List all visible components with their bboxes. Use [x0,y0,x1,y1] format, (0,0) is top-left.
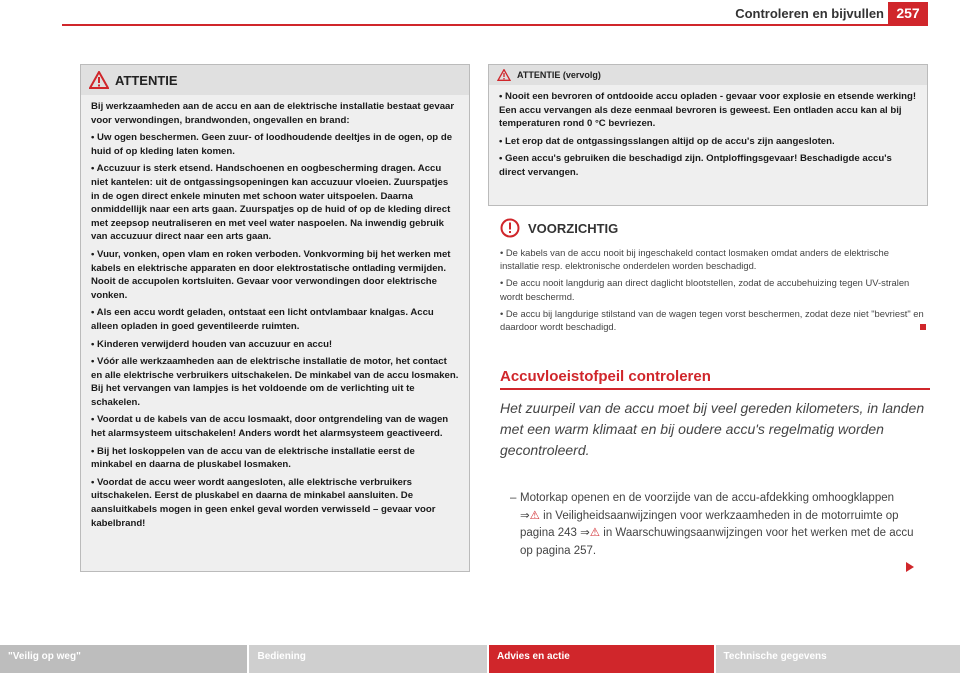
caution-block [500,218,930,337]
warning-paragraph: • Vóór alle werkzaamheden aan de elektrische installatie de motor, het contact en alle elektrische verbruikers uitschakelen. De minkabel van de accu losmaken. Bij het vervangen van lampjes is het voldoende om de verlichting uit te schakelen. [91,356,459,408]
section-divider [500,388,930,390]
warning-paragraph: • Voordat u de kabels van de accu losmaakt, door ontgrendeling van de wagen het alarmsysteem uitschakelen! Anders wordt het alarmsysteem geactiveerd. [91,414,449,440]
header-divider [62,24,928,26]
page-header [0,0,960,28]
continue-arrow-icon [906,562,914,572]
warning-paragraph: • Let erop dat de ontgassingsslangen altijd op de accu's zijn aangesloten. [499,135,835,147]
caution-paragraph [500,307,930,333]
caution-paragraph: • De kabels van de accu nooit bij ingeschakeld contact losmaken omdat anders de elektrische installatie resp. elektronische onderdelen worden beschadigd. [500,247,889,272]
chapter-title: Controleren en bijvullen [735,6,884,21]
warning-triangle-icon [89,71,109,89]
caution-title: VOORZICHTIG [528,220,619,236]
warning-paragraph: • Nooit een bevroren of ontdooide accu opladen - gevaar voor explosie en etsende werking! Een accu vervangen als deze eenmaal bevroren is geweest. Een ontladen accu kan al bij temperaturen rond 0 °C bevriezen. [499,91,917,130]
caution-circle-icon [500,218,520,238]
warning-paragraph: • Geen accu's gebruiken die beschadigd zijn. Ontploffingsgevaar! Beschadigde accu's direct vervangen. [499,153,892,178]
warning-paragraph: • Uw ogen beschermen. Geen zuur- of loodhoudende deeltjes in de ogen, op de huid of op kleding laten komen. [91,132,453,157]
warning-body [81,95,469,539]
section-title: Accuvloeistofpeil controleren [500,368,711,385]
step-text-part: Motorkap openen en de voorzijde van de accu-afdekking omhoogklappen ⇒ [520,492,895,522]
warning-paragraph: • Accuzuur is sterk etsend. Handschoenen en oogbescherming dragen. Accu niet kantelen: uit de ontgassingsopeningen kan accuzuur vloeien. Zuurspatjes in de ogen direct enkele minuten met schoon water uitspoelen. Daarna onmiddellijk naar een arts gaan. Zuurspatjes op de huid of op de kleding direct met zeepsop neutraliseren en met veel water naspoelen. Na inwendig gebruik van accuzuur direct naar een arts gaan. [91,163,451,243]
warning-paragraph: • Voordat de accu weer wordt aangesloten, alle elektrische verbruikers uitschakelen. Eerst de pluskabel en daarna de minkabel aansluiten. De aansluitkabels mogen in geen enkel geval worden verwisseld – gevaar voor kabelbrand! [91,476,436,529]
warning-box-continued [488,64,928,206]
warning-paragraph: • Bij het loskoppelen van de accu van de elektrische installatie eerst de minkabel en daarna de pluskabel losmaken. [91,445,415,471]
section-end-icon [920,324,926,330]
caution-header [500,218,930,238]
step-text-part: in Veiligheidsaanwijzingen voor werkzaamheden in de motorruimte op pagina 243 ⇒ [520,509,899,539]
warning-reference-icon[interactable]: ⚠ [589,527,601,539]
step-text [520,490,915,560]
step-dash: – [510,492,517,504]
warning-title: ATTENTIE (vervolg) [517,70,601,80]
caution-body [500,246,930,333]
step-text-part: in Waarschuwingsaanwijzingen voor het werken met de accu op pagina 257. [520,527,914,557]
warning-paragraph: • Vuur, vonken, open vlam en roken verboden. Vonkvorming bij het werken met kabels en elektrische apparaten en door elektrostatische ontlading vermijden. Nooit de accupolen kortsluiten. Gevaar voor verwondingen door elektrische vonken. [91,248,451,301]
footer-tabs [0,645,960,673]
footer-tab-advice[interactable]: Advies en actie [489,645,714,673]
warning-triangle-icon [497,69,511,81]
caution-paragraph-text: • De accu bij langdurige stilstand van de wagen tegen vorst beschermen, zodat deze niet "bevriest" en daardoor wordt beschadigd. [500,307,924,333]
warning-paragraph: • Kinderen verwijderd houden van accuzuur en accu! [91,338,333,350]
warning-paragraph: • Als een accu wordt geladen, ontstaat een licht ontvlambaar knalgas. Accu alleen opladen in goed geventileerde ruimten. [91,307,434,332]
warning-header [81,65,469,95]
warning-paragraph: Bij werkzaamheden aan de accu en aan de elektrische installatie bestaat gevaar voor verwondingen, brandwonden, ongevallen en brand: [91,101,455,126]
caution-paragraph: • De accu nooit langdurig aan direct daglicht blootstellen, zodat de accubehuizing tegen UV-stralen wordt beschermd. [500,277,910,302]
footer-tab-safety[interactable]: "Veilig op weg" [0,645,247,673]
instruction-step [500,490,915,560]
warning-reference-icon[interactable]: ⚠ [529,509,540,522]
warning-box [80,64,470,572]
section-intro: Het zuurpeil van de accu moet bij veel gereden kilometers, in landen met een warm klimaat en bij oudere accu's regelmatig worden gecontroleerd. [500,400,925,458]
warning-header [489,65,927,85]
page-number: 257 [888,2,928,24]
footer-tab-technical[interactable]: Technische gegevens [716,645,960,673]
warning-body [489,85,927,189]
warning-title: ATTENTIE [115,72,178,88]
footer-tab-operation[interactable]: Bediening [249,645,487,673]
